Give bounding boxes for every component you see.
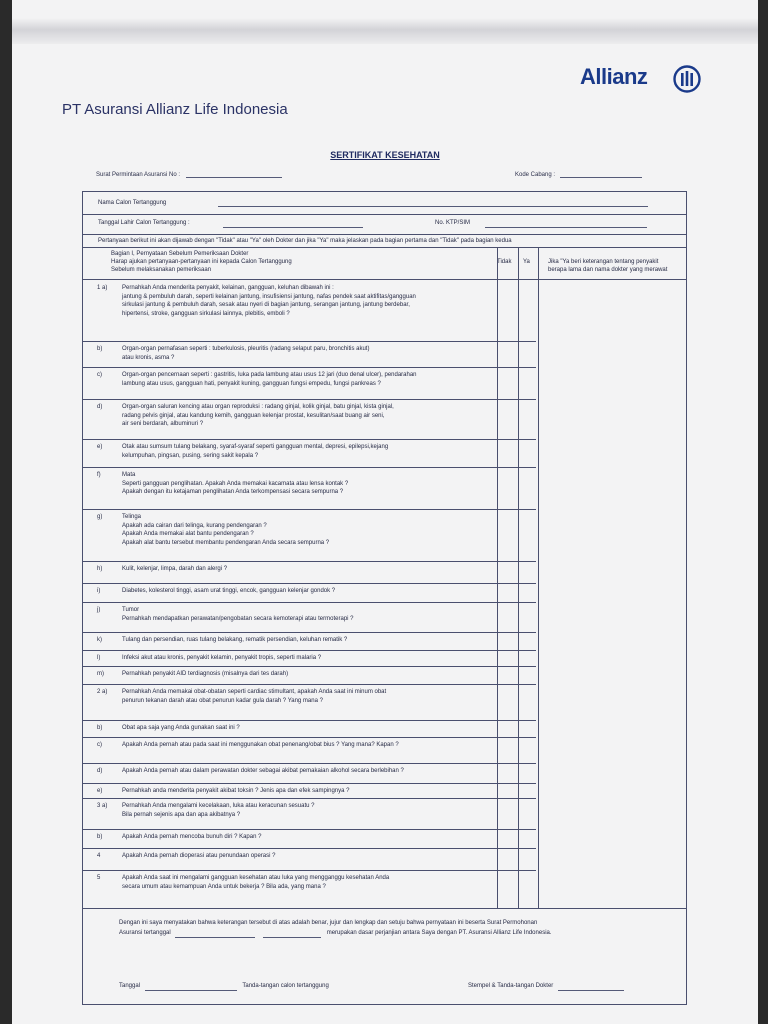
question-divider — [83, 341, 536, 342]
answer-no-cell[interactable] — [498, 830, 518, 848]
question-text: Bila pernah sejenis apa dan apa akibatnya ? — [122, 811, 241, 818]
name-label: Nama Calon Tertanggung — [98, 200, 167, 206]
question-text: Telinga — [122, 514, 142, 520]
question-divider — [83, 467, 536, 468]
divider — [83, 247, 686, 248]
question-number: c) — [97, 742, 102, 748]
divider — [83, 908, 686, 909]
date-label: Tanggal — [119, 983, 141, 989]
question-text: Diabetes, kolesterol tinggi, asam urat tinggi, encok, gangguan kelenjar gondok ? — [122, 588, 336, 594]
date-input-line — [145, 990, 237, 991]
question-text: atau kronis, asma ? — [122, 354, 175, 361]
question-number: b) — [97, 725, 103, 731]
question-number: j) — [97, 607, 101, 613]
answer-yes-cell[interactable] — [519, 871, 538, 908]
answer-yes-cell[interactable] — [519, 685, 538, 720]
question-divider — [83, 583, 536, 584]
doctor-signature-field[interactable] — [468, 982, 624, 991]
question-number: b) — [97, 834, 103, 840]
question-number: g) — [97, 514, 103, 520]
divider — [83, 214, 686, 215]
dob-label: Tanggal Lahir Calon Tertanggung : — [98, 220, 190, 226]
question-number: i) — [97, 588, 101, 594]
question-divider — [83, 684, 536, 685]
divider — [83, 279, 686, 280]
document-title: SERTIFIKAT KESEHATAN — [330, 150, 440, 160]
question-number: 1 a) — [97, 285, 108, 291]
column-no-header: Tidak — [497, 259, 512, 265]
question-number: h) — [97, 566, 103, 572]
declaration-line: Dengan ini saya menyatakan bahwa keterangan tersebut di atas adalah benar, jujur dan lengkap dan setuju bahwa pernyataan ini beserta Surat Permohonan — [119, 920, 538, 926]
doctor-signature-input-line — [558, 990, 624, 991]
answer-yes-cell[interactable] — [519, 562, 538, 583]
question-text: Apakah Anda pernah atau pada saat ini menggunakan obat penenang/obat bius ? Yang mana? Kapan ? — [122, 742, 399, 748]
answer-no-cell[interactable] — [498, 603, 518, 632]
allianz-eagle-icon — [673, 65, 701, 93]
question-divider — [83, 632, 536, 633]
question-text: air seni berdarah, albuminuri ? — [122, 421, 204, 427]
question-text: hipertensi, stroke, gangguan sirkulasi lainnya, plebitis, emboli ? — [122, 310, 290, 317]
question-text: sirkulasi jantung & pembuluh darah, sesak atau nyeri di bagian jantung, serangan jantung, jantung berdebar, — [122, 302, 410, 308]
question-number: c) — [97, 372, 102, 378]
answer-yes-cell[interactable] — [519, 368, 538, 399]
question-text: Apakah Anda pernah dioperasi atau penundaan operasi ? — [122, 853, 276, 859]
insurance-date-input-line[interactable] — [175, 937, 255, 938]
question-text: Tulang dan persendian, ruas tulang belakang, rematik persendian, keluhan rematik ? — [122, 637, 348, 643]
question-text: Infeksi akut atau kronis, penyakit kelamin, penyakit tropis, seperti malaria ? — [122, 655, 322, 661]
question-number: l) — [97, 655, 101, 661]
question-text: Kulit, kelenjar, limpa, darah dan alergi ? — [122, 566, 228, 572]
answer-no-cell[interactable] — [498, 667, 518, 684]
question-number: d) — [97, 768, 103, 774]
answer-yes-cell[interactable] — [519, 400, 538, 439]
answer-yes-cell[interactable] — [519, 633, 538, 650]
spaj-number-field[interactable] — [96, 172, 282, 178]
question-divider — [83, 602, 536, 603]
question-text: Seperti gangguan penglihatan. Apakah Anda memakai kacamata atau lensa kontak ? — [122, 480, 349, 487]
question-text: Obat apa saja yang Anda gunakan saat ini ? — [122, 725, 240, 731]
question-text: Organ-organ pernafasan seperti : tuberkulosis, pleuritis (radang selaput paru, bronchitis akut) — [122, 346, 370, 352]
question-text: Pernahkah anda menderita penyakit akibat toksin ? Jenis apa dan efek sampingnya ? — [122, 788, 350, 794]
question-divider — [83, 509, 536, 510]
answer-no-cell[interactable] — [498, 281, 518, 341]
answer-no-cell[interactable] — [498, 721, 518, 737]
answer-no-cell[interactable] — [498, 651, 518, 666]
section-header-line: Sebelum melaksanakan pemeriksaan — [111, 267, 212, 273]
answer-no-cell[interactable] — [498, 799, 518, 829]
name-input-line[interactable] — [218, 206, 648, 207]
answer-yes-cell[interactable] — [519, 667, 538, 684]
declaration-label: Asuransi tertanggal — [119, 930, 171, 936]
doctor-signature-label: Stempel & Tanda-tangan Dokter — [468, 983, 554, 989]
answer-yes-cell[interactable] — [519, 764, 538, 783]
answer-no-cell[interactable] — [498, 764, 518, 783]
question-text: Apakah ada cairan dari telinga, kurang pendengaran ? — [122, 522, 267, 529]
company-name: PT Asuransi Allianz Life Indonesia — [62, 101, 288, 118]
answer-no-cell[interactable] — [498, 562, 518, 583]
question-divider — [83, 783, 536, 784]
question-number: f) — [97, 472, 101, 478]
question-text: Pernahkah Anda menderita penyakit, kelainan, gangguan, keluhan dibawah ini : — [122, 285, 334, 291]
answer-yes-cell[interactable] — [519, 784, 538, 798]
answer-yes-cell[interactable] — [519, 510, 538, 561]
divider — [83, 234, 686, 235]
answer-yes-cell[interactable] — [519, 603, 538, 632]
question-text: Pernahkah Anda memakai obat-obatan seperti cardiac stimultant, apakah Anda saat ini minum obat — [122, 689, 387, 695]
question-text: jantung & pembuluh darah, seperti kelainan jantung, insufisiensi jantung, nafas pendek saat aktifitas/gangguan — [122, 293, 416, 300]
question-text: secara umum atau kemampuan Anda untuk bekerja ? Bila ada, yang mana ? — [122, 883, 326, 890]
answer-yes-cell[interactable] — [519, 468, 538, 509]
question-number: 4 — [97, 853, 101, 859]
question-text: Apakah Anda saat ini mengalami gangguan kesehatan atau luka yang mengganggu kesehatan Anda — [122, 875, 390, 881]
section-header-line: Bagian I, Pernyataan Sebelum Pemeriksaan Dokter — [111, 251, 249, 257]
answer-yes-cell[interactable] — [519, 738, 538, 763]
branch-input-line — [560, 177, 642, 178]
answer-no-cell[interactable] — [498, 849, 518, 870]
question-divider — [83, 870, 536, 871]
question-text: Organ-organ saluran kencing atau organ reproduksi : radang ginjal, kolik ginjal, batu ginjal, kista ginjal, — [122, 404, 394, 410]
question-divider — [83, 829, 536, 830]
question-number: m) — [97, 671, 104, 677]
column-explain-header-line: berapa lama dan nama dokter yang merawat — [548, 267, 668, 273]
answer-no-cell[interactable] — [498, 342, 518, 367]
question-text: Organ-organ pencernaan seperti : gastritis, luka pada lambung atau usus 12 jari (duo denal ulcer), pendarahan — [122, 372, 417, 378]
question-number: k) — [97, 637, 102, 643]
answer-no-cell[interactable] — [498, 584, 518, 602]
question-text: Pernahkah Anda mengalami kecelakaan, luka atau keracunan sesuatu ? — [122, 803, 315, 809]
id-number-input-line[interactable] — [485, 227, 647, 228]
answer-yes-cell[interactable] — [519, 342, 538, 367]
answer-no-cell[interactable] — [498, 368, 518, 399]
question-text: kelumpuhan, pingsan, pusing, sering sakit kepala ? — [122, 452, 259, 459]
question-text: radang pelvis ginjal, atau kandung kemih, gangguan kelenjar prostat, kesulitan/saat buang air seni, — [122, 412, 385, 419]
question-text: Mata — [122, 472, 136, 478]
question-divider — [83, 737, 536, 738]
question-divider — [83, 650, 536, 651]
document-page — [12, 0, 758, 1024]
answer-yes-cell[interactable] — [519, 721, 538, 737]
answer-yes-cell[interactable] — [519, 281, 538, 341]
question-number: 3 a) — [97, 803, 108, 809]
question-divider — [83, 439, 536, 440]
question-text: Apakah alat bantu tersebut membantu pendengaran Anda secara sempurna ? — [122, 539, 330, 546]
branch-code-field[interactable] — [515, 172, 642, 178]
applicant-signature-label: Tanda-tangan calon tertanggung — [242, 983, 329, 989]
column-divider — [538, 247, 539, 908]
answer-yes-cell[interactable] — [519, 849, 538, 870]
question-text: Apakah dengan itu ketajaman penglihatan Anda terkompensasi secara sempurna ? — [122, 489, 344, 495]
question-divider — [83, 848, 536, 849]
declaration-text: merupakan dasar perjanjian antara Saya dengan PT. Asuransi Allianz Life Indonesia. — [326, 930, 552, 936]
answer-no-cell[interactable] — [498, 440, 518, 467]
question-text: Apakah Anda pernah atau dalam perawatan dokter sebagai akibat pemakaian alkohol secara berlebihan ? — [122, 768, 404, 774]
question-divider — [83, 666, 536, 667]
column-explain-header-line: Jika "Ya beri keterangan tentang penyakit — [548, 259, 659, 265]
insurance-date-input-line-2[interactable] — [263, 937, 321, 938]
instruction-text: Pertanyaan berikut ini akan dijawab dengan "Tidak" atau "Ya" oleh Dokter dan jika "Ya" maka jelaskan pada bagian pertama dan "Tidak" pada bagian kedua — [98, 238, 512, 244]
spaj-input-line — [186, 177, 282, 178]
section-header-line: Harap ajukan pertanyaan-pertanyaan ini kepada Calon Tertanggung — [111, 259, 292, 265]
question-text: Tumor — [122, 607, 140, 613]
declaration-line-2 — [119, 929, 552, 938]
answer-no-cell[interactable] — [498, 738, 518, 763]
question-text: Pernahkah penyakit AID terdiagnosis (misalnya dari tes darah) — [122, 671, 289, 677]
answer-yes-cell[interactable] — [519, 584, 538, 602]
question-text: lambung atau usus, gangguan hati, penyakit kuning, gangguan fungsi empedu, fungsi pankreas ? — [122, 380, 381, 387]
date-field[interactable] — [119, 982, 329, 991]
scan-shadow — [12, 18, 758, 44]
question-text: Otak atau sumsum tulang belakang, syaraf-syaraf seperti gangguan mental, depresi, epilepsi,kejang — [122, 444, 389, 450]
question-divider — [83, 367, 536, 368]
question-number: b) — [97, 346, 103, 352]
question-text: Pernahkah mendapatkan perawatan/pengobatan secara kemoterapi atau termoterapi ? — [122, 615, 354, 622]
answer-yes-cell[interactable] — [519, 830, 538, 848]
answer-yes-cell[interactable] — [519, 440, 538, 467]
question-divider — [83, 798, 536, 799]
question-divider — [83, 399, 536, 400]
dob-input-line[interactable] — [223, 227, 363, 228]
health-certificate-form — [82, 191, 687, 1005]
question-number: d) — [97, 404, 103, 410]
answer-no-cell[interactable] — [498, 468, 518, 509]
branch-label: Kode Cabang : — [515, 172, 556, 178]
question-number: e) — [97, 788, 103, 794]
answer-no-cell[interactable] — [498, 633, 518, 650]
answer-no-cell[interactable] — [498, 784, 518, 798]
answer-no-cell[interactable] — [498, 400, 518, 439]
brand-name: Allianz — [580, 64, 648, 89]
question-divider — [83, 561, 536, 562]
question-number: e) — [97, 444, 103, 450]
question-divider — [83, 763, 536, 764]
answer-yes-cell[interactable] — [519, 799, 538, 829]
column-yes-header: Ya — [523, 259, 530, 265]
id-number-label: No. KTP/SIM — [435, 220, 471, 226]
answer-no-cell[interactable] — [498, 685, 518, 720]
question-text: penurun tekanan darah atau obat penurun kadar gula darah ? Yang mana ? — [122, 697, 323, 704]
answer-yes-cell[interactable] — [519, 651, 538, 666]
question-number: 5 — [97, 875, 101, 881]
question-text: Apakah Anda pernah mencoba bunuh diri ? Kapan ? — [122, 834, 262, 840]
question-text: Apakah Anda memakai alat bantu pendengaran ? — [122, 531, 254, 537]
question-number: 2 a) — [97, 689, 108, 695]
question-divider — [83, 720, 536, 721]
spaj-label: Surat Permintaan Asuransi No : — [96, 172, 181, 178]
answer-no-cell[interactable] — [498, 871, 518, 908]
answer-no-cell[interactable] — [498, 510, 518, 561]
